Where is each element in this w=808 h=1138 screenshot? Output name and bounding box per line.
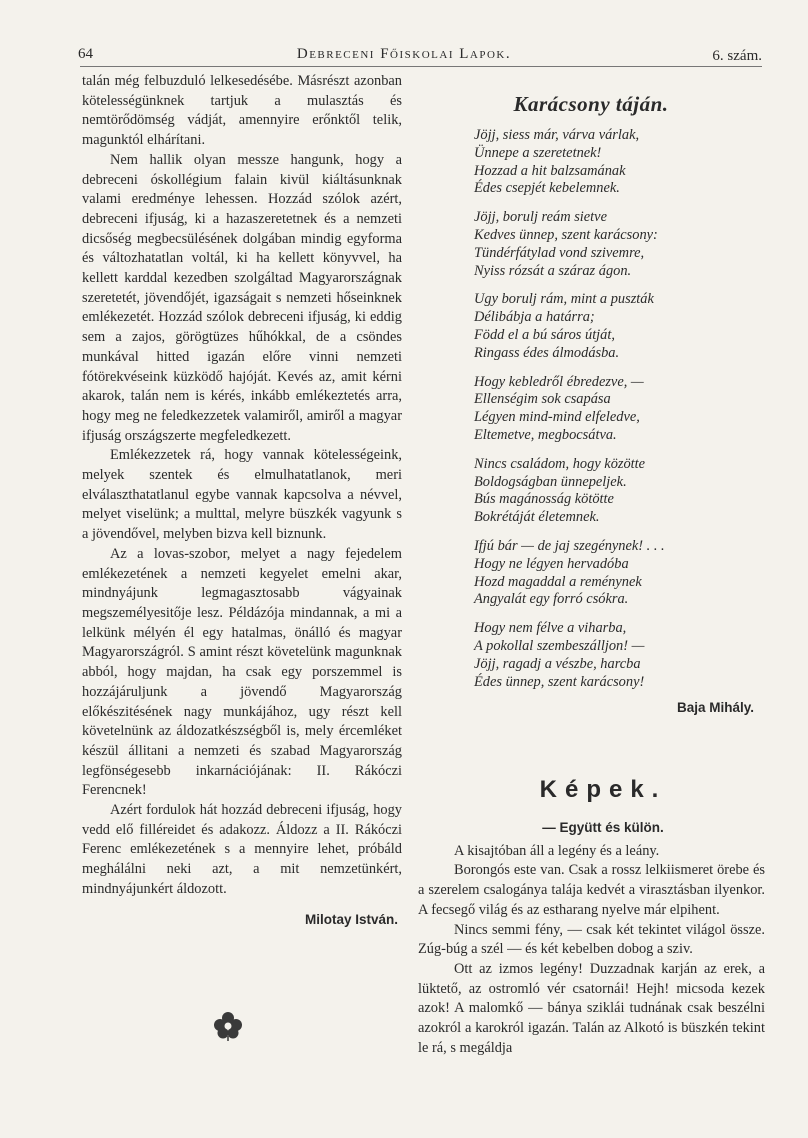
poem-stanza [440,127,766,198]
poem-stanza [440,620,766,691]
poem-stanza [440,209,766,280]
article-paragraph: Az a lovas-szobor, melyet a nagy fejedelem emlékezetének a nemzeti kegyelet emelni akar, mindnyájunk legmagasztosabb vágyainak megszemélyesitője lesz. Példázója mindannak, a mi a lelkünk mélyén él egy hatalmas, önálló és magyar Magyarországról. S amint részt követelünk magunknak abból, hogy majdan, ha csak egy porszemmel is hozzájáruljunk a jövendő Magyarország előkészitésének nagy munkájához, ugy részt kell követelnünk az áldozatkészségből is, mely ércemléket készül állitani a nemzeti és szabad Magyarország legfönségesebb inkarnációjának: II. Rákóczi Ferencnek! [82,545,402,799]
section-title: Képek. [539,776,667,803]
poem-line: Ifjú bár — de jaj szegénynek! . . . [474,537,665,554]
flower-ornament-icon [212,1010,244,1042]
poem-line: Édes ünnep, szent karácsony! [474,673,645,690]
poem-line: Hozd magaddal a reménynek [474,573,642,590]
poem-stanza [440,291,766,362]
article-paragraph: talán még felbuzduló lelkesedésébe. Másrészt azonban kötelességünknek tartjuk a mulasztás és nemtörődömség vádját, amennyire erőnktől telik, magunktól elhárítani. [82,73,402,149]
poem-line: Légyen mind-mind elfeledve, [474,409,640,426]
issue-number: 6. szám. [712,48,762,64]
poem-line: Född el a bú sáros útját, [474,326,615,343]
section-paragraph: Borongós este van. Csak a rossz lelkiismeret örebe és a szerelem csalogánya talája kedvét a virasztásban ilyenkor. A fecsegő világ és az estharang nyelve már elpihent. [418,862,765,918]
section-paragraph: Nincs semmi fény, — csak két tekintet világol össze. Zúg-búg a szél — és két kebelben dobog a sziv. [418,921,765,958]
header-rule [80,66,762,67]
journal-title: Debreceni Főiskolai Lapok. [296,46,512,62]
poem-stanza [440,374,766,445]
poem-line: Jöjj, ragadj a vészbe, harcba [474,655,641,672]
poem-line: Hogy ne légyen hervadóba [474,555,629,572]
page-number: 64 [78,46,93,62]
poem-line: Ellenségim sok csapása [474,391,611,408]
poem-author: Baja Mihály. [676,700,754,716]
section-paragraph: Ott az izmos legény! Duzzadnak karján az erek, a lüktető, az ostromló vér csatornái! Hejh! micsoda kezek azok! A malomkő — bánya sziklái tudnának csak beszélni azokról a karokról igazán. Talán az Alkotó is büszkén tekint le rá, s megáldja [418,960,765,1056]
poem-line: Hozzad a hit balzsamának [474,162,626,179]
poem-line: Délibábja a határra; [474,309,595,326]
poem-line: Eltemetve, megbocsátva. [474,426,617,443]
poem-line: Ugy borulj rám, mint a puszták [474,291,654,308]
article-signature: Milotay István. [304,911,398,927]
poem-line: Jöjj, borulj reám sietve [474,209,607,226]
poem-line: Boldogságban ünnepeljek. [474,473,627,490]
poem-line: Nyiss rózsát a száraz ágon. [474,262,632,279]
section-paragraph: A kisajtóban áll a legény és a leány. [454,842,660,859]
poem-line: Angyalát egy forró csókra. [474,591,629,608]
poem-line: Bús magánosság kötötte [474,491,614,508]
section-body [418,822,765,1058]
poem-line: Hogy kebledről ébredezve, — [474,373,644,390]
left-article [82,72,402,929]
poem-title: Karácsony táján. [513,92,669,116]
poem-line: Bokrétáját életemnek. [474,509,600,526]
article-paragraph: Azért fordulok hát hozzád debreceni ifjuság, hogy vedd elő filléreidet és adakozz. Áldozz a II. Rákóczi Ferenc emlékezetének s a mennyire lehet, próbáld meghálálni neki azt, a mit nemzetünkért, mindnyájunkért áldozott. [82,802,402,897]
poem-block [440,92,766,715]
poem-line: Jöjj, siess már, várva várlak, [474,127,640,143]
poem-stanza [440,456,766,527]
poem-line: Hogy nem félve a viharba, [474,620,627,637]
poem-line: Kedves ünnep, szent karácsony: [474,226,658,243]
poem-line: Tündérfátylad vond szivemre, [474,244,645,261]
article-paragraph: Nem hallik olyan messze hangunk, hogy a debreceni óskollégium falain kivül kiáltásunknak valami eredménye lehessen. Hozzád szólok azért, debreceni ifjuság, ki a hazaszeretetnek és a nemzeti dicsőség megbecsülésének dolgában mindig egyforma és változhatatlan voltál, ki ha kellett könyvvel, ha kellett karddal kezedben szolgáltad Magyarországnak szeretetét, jövendőjét, igazságait s nemzeti hőseinknek emlékezetét. Hozzád szólok debreceni ifjuság, ki eddig sem a zajos, görögtüzes hűhókkal, de a csöndes munkával hitted igazán előre vinni nemzeti fótörekvéseink küzködő hajóját. Kevés az, amit kérni akarok, talán nem is kérés, inkább emlékeztetés arra, hogy meg ne feledkezzetek valamiről, amiről a magyar ifjuság országszerte megfeledkezett. [82,151,402,444]
poem-line: Ünnepe a szeretetnek! [474,144,602,161]
poem-line: Nincs családom, hogy közötte [474,455,646,472]
article-paragraph: Emlékezzetek rá, hogy vannak kötelességeink, melyek szentek és elmulhatatlanok, meri elválaszthatatlanul egybe vannak kapcsolva a névvel, melyet viselünk; a multtal, melyre büszkék vagyunk s a jövendővel, melyben bizva kell biznunk. [82,447,402,543]
poem-line: Ringass édes álmodásba. [474,344,620,361]
poem-line: Édes csepjét kebelemnek. [474,180,620,197]
section-subtitle: — Együtt és külön. [542,820,664,835]
poem-line: A pokollal szembeszálljon! — [474,637,645,654]
poem-stanza [440,538,766,609]
